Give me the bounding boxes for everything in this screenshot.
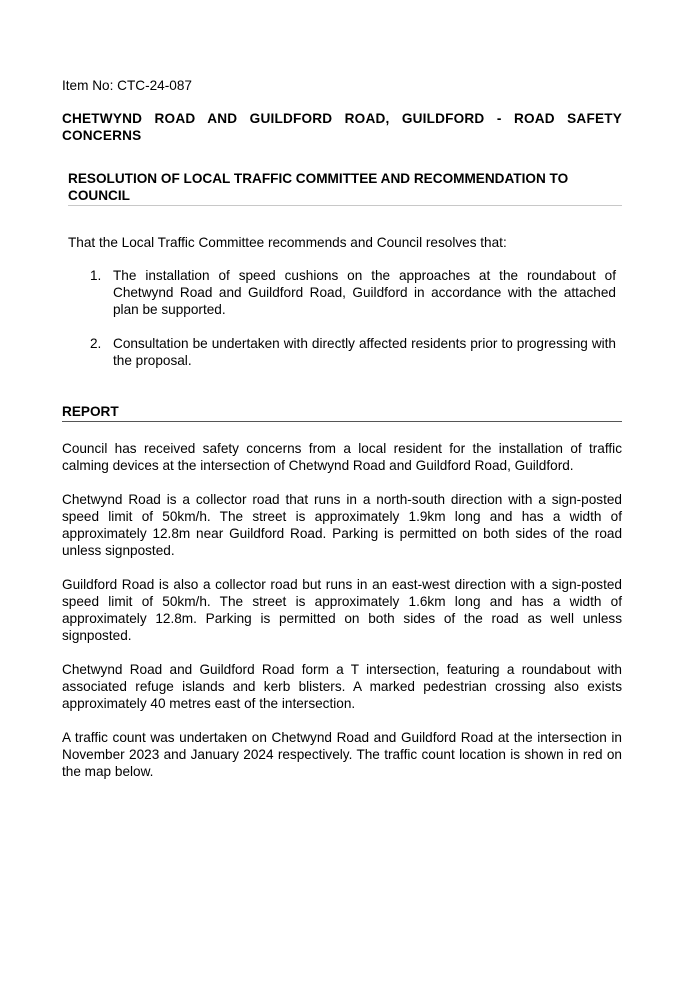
resolution-item-number: 1.	[90, 268, 102, 283]
report-paragraph: Chetwynd Road and Guildford Road form a T intersection, featuring a roundabout with associated refuge islands and kerb blisters. A marked pedestrian crossing also exists approximately 40 metres east of the intersection.	[62, 662, 622, 711]
resolution-heading: RESOLUTION OF LOCAL TRAFFIC COMMITTEE AND RECOMMENDATION TO COUNCIL	[68, 170, 622, 206]
report-paragraph: Council has received safety concerns from a local resident for the installation of traffic calming devices at the intersection of Chetwynd Road and Guildford Road, Guildford.	[62, 441, 622, 473]
resolution-item	[68, 267, 616, 318]
report-body	[62, 440, 622, 797]
item-number: Item No: CTC-24-087	[62, 78, 192, 93]
report-paragraph: Guildford Road is also a collector road but runs in an east-west direction with a sign-posted speed limit of 50km/h. The street is approximately 1.6km long and has a width of approximately 12.8m. Parking is permitted on both sides of the road as well unless signposted.	[62, 577, 622, 643]
report-paragraph: Chetwynd Road is a collector road that runs in a north-south direction with a sign-posted speed limit of 50km/h. The street is approximately 1.9km long and has a width of approximately 12.8m near Guildford Road. Parking is permitted on both sides of the road unless signposted.	[62, 492, 622, 558]
report-heading: REPORT	[62, 403, 622, 422]
document-title: CHETWYND ROAD AND GUILDFORD ROAD, GUILDFORD - ROAD SAFETY CONCERNS	[62, 111, 622, 143]
report-paragraph: A traffic count was undertaken on Chetwynd Road and Guildford Road at the intersection in November 2023 and January 2024 respectively. The traffic count location is shown in red on the map below.	[62, 730, 622, 779]
resolution-item-number: 2.	[90, 336, 102, 351]
resolution-list	[68, 267, 616, 386]
resolution-item	[68, 335, 616, 369]
resolution-item-text: The installation of speed cushions on the approaches at the roundabout of Chetwynd Road and Guildford Road, Guildford in accordance with the attached plan be supported.	[113, 268, 616, 317]
resolution-item-text: Consultation be undertaken with directly affected residents prior to progressing with the proposal.	[113, 336, 616, 368]
resolution-section	[62, 170, 622, 206]
resolution-intro: That the Local Traffic Committee recommends and Council resolves that:	[68, 235, 507, 250]
